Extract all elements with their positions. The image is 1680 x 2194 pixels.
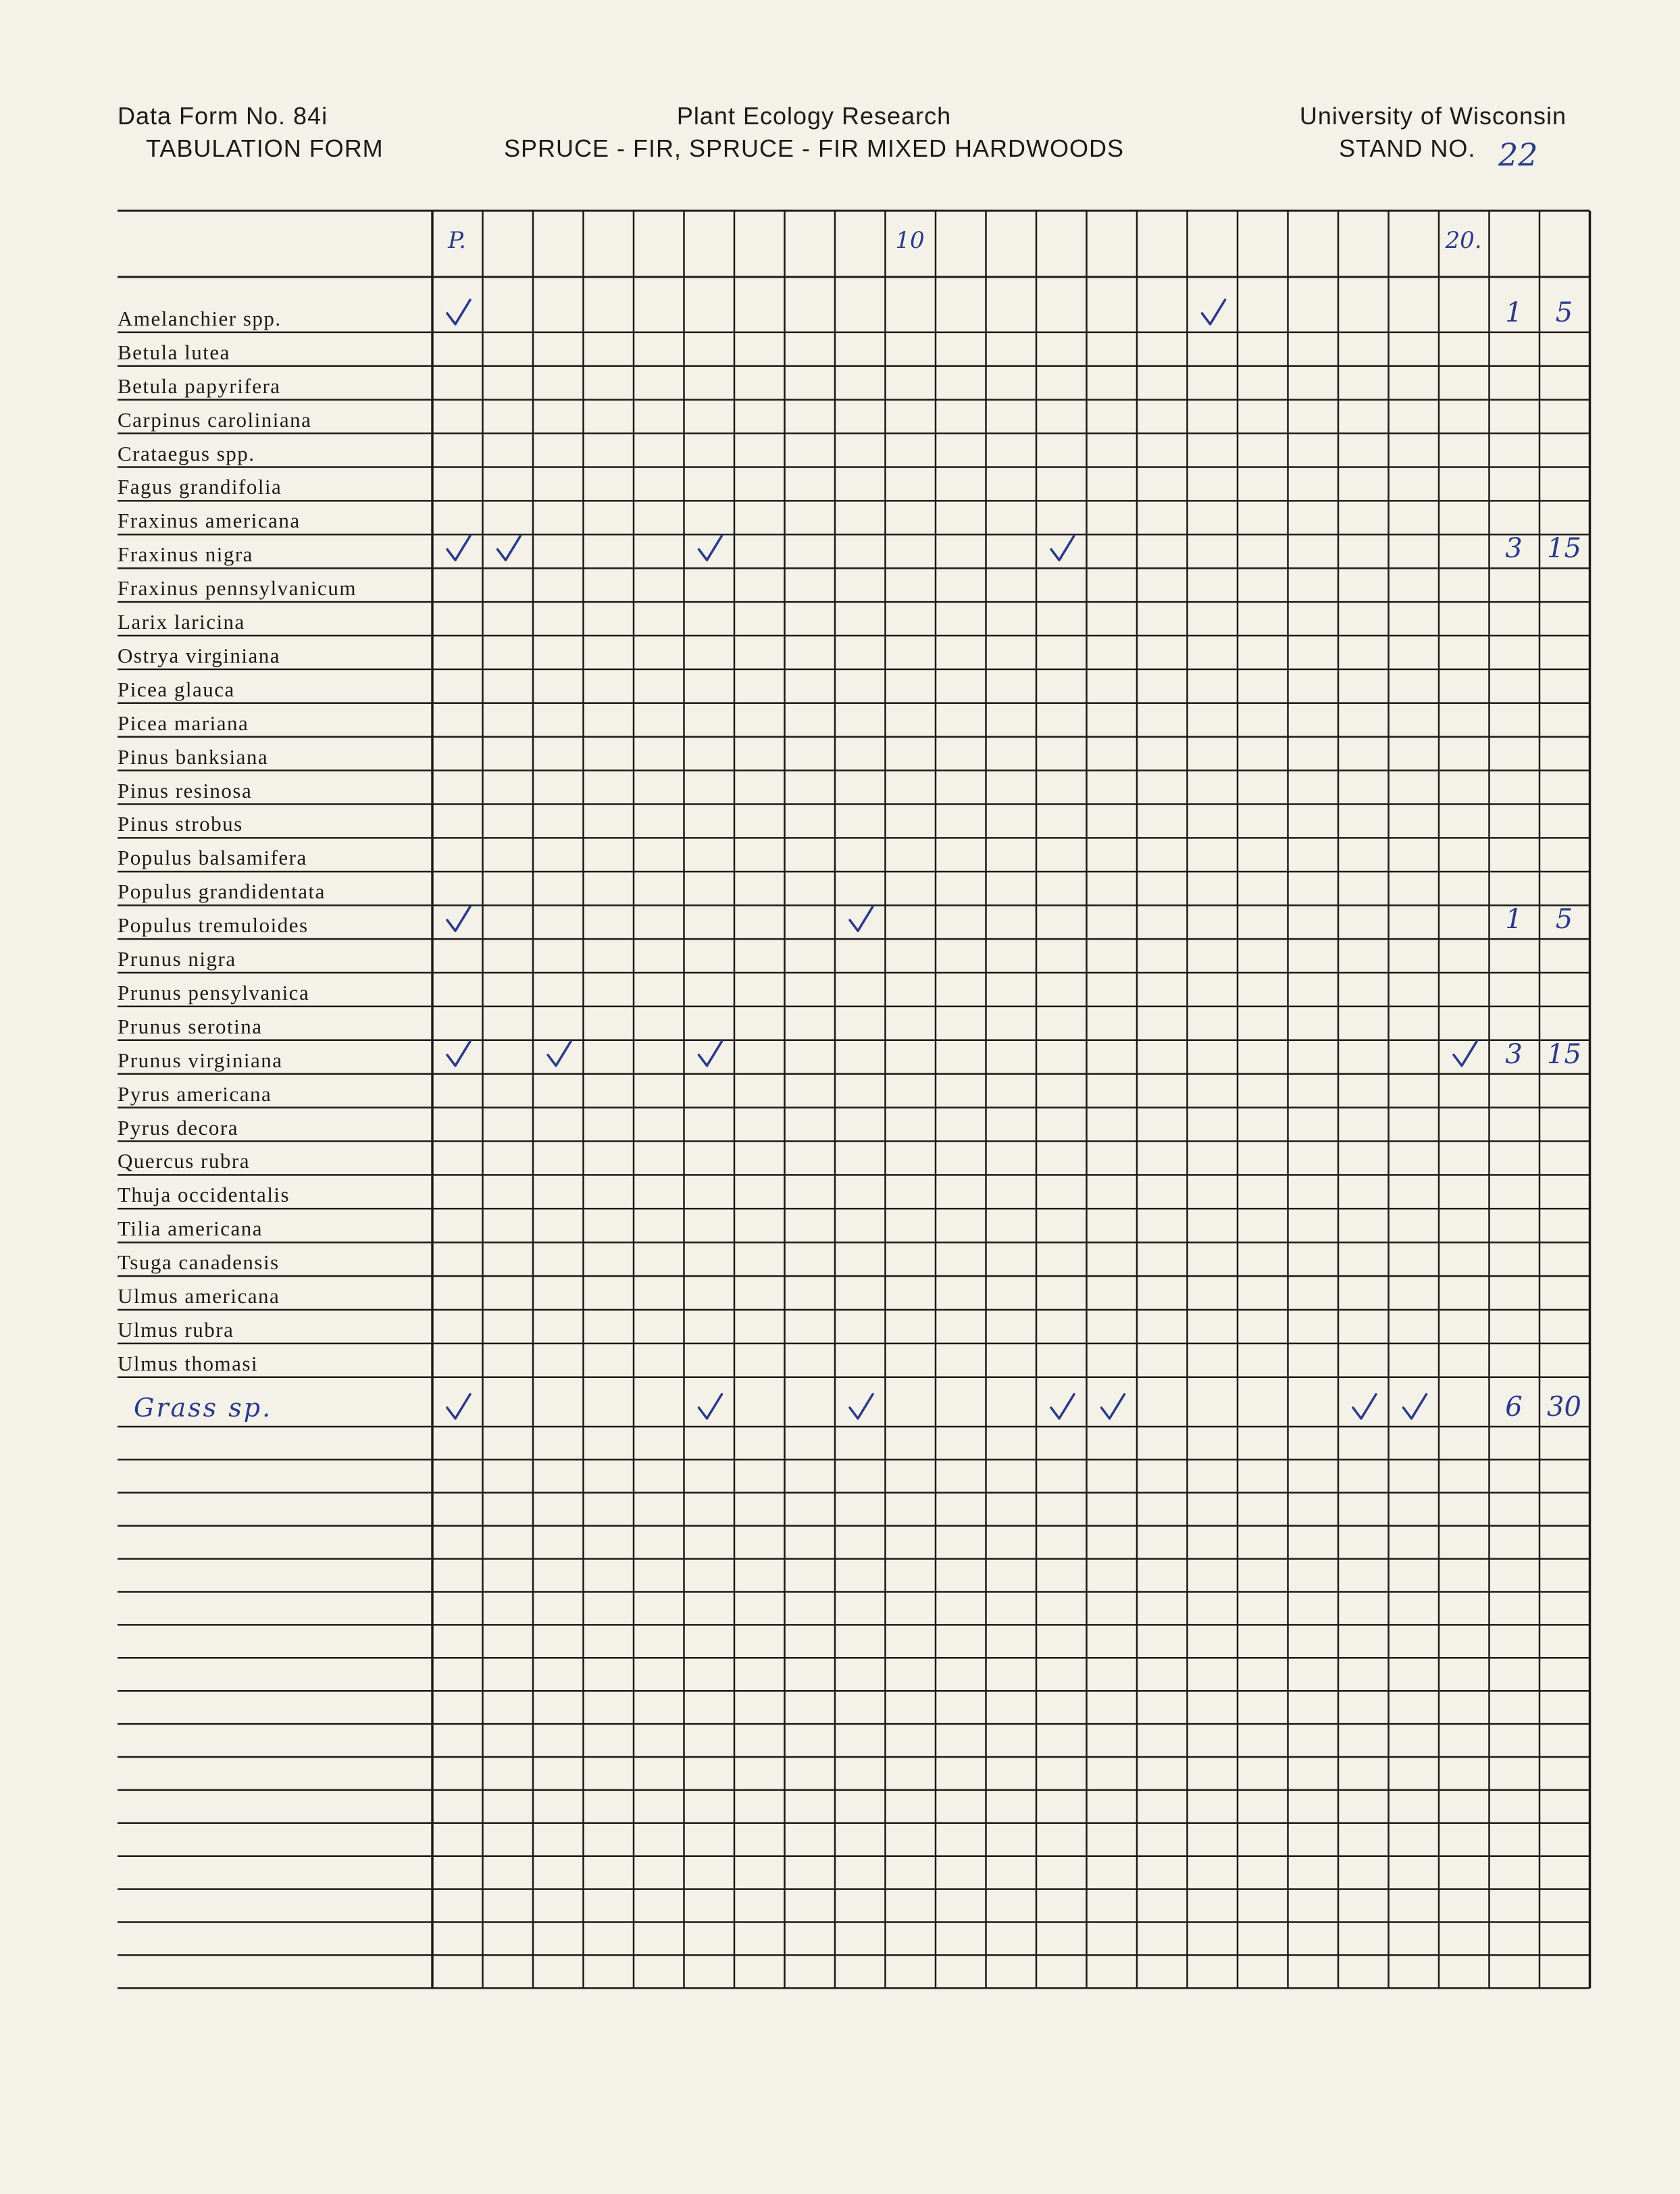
species-label: Picea glauca xyxy=(118,677,235,701)
university-name: University of Wisconsin xyxy=(1299,102,1567,130)
checkmark-icon xyxy=(1202,300,1225,324)
species-label: Tsuga canadensis xyxy=(118,1250,280,1275)
species-label: Betula lutea xyxy=(118,340,230,364)
species-label: Crataegus spp. xyxy=(118,441,255,465)
plot-count: 1 xyxy=(1505,904,1523,936)
form-type: TABULATION FORM xyxy=(146,134,384,162)
species-label: Picea mariana xyxy=(118,711,249,735)
plot-count: 1 xyxy=(1505,297,1523,328)
species-label: Carpinus caroliniana xyxy=(118,407,312,432)
checkmark-icon xyxy=(447,300,470,324)
species-label: Ulmus rubra xyxy=(118,1317,234,1342)
checkmark-icon xyxy=(699,536,722,560)
column-header: 10 xyxy=(895,227,925,254)
checkmark-icon xyxy=(548,1042,571,1066)
species-label: Pyrus decora xyxy=(118,1115,238,1140)
species-label: Populus tremuloides xyxy=(118,913,309,938)
form-number: Data Form No. 84i xyxy=(118,102,328,130)
species-label: Tilia americana xyxy=(118,1217,263,1241)
species-label: Pinus banksiana xyxy=(118,744,269,769)
species-label: Fraxinus nigra xyxy=(118,542,253,567)
extra-species-label: Grass sp. xyxy=(134,1393,273,1423)
checkmark-icon xyxy=(1454,1042,1477,1066)
species-label: Amelanchier spp. xyxy=(118,306,282,330)
species-label: Ostrya virginiana xyxy=(118,643,281,667)
column-header: P. xyxy=(448,227,466,254)
checkmark-icon xyxy=(699,1394,722,1419)
checkmark-icon xyxy=(850,907,873,931)
species-label: Pinus resinosa xyxy=(118,778,253,802)
checkmark-icon xyxy=(447,1394,470,1419)
species-label: Larix laricina xyxy=(118,610,245,634)
checkmark-icon xyxy=(699,1042,722,1066)
stand-label: STAND NO. xyxy=(1339,134,1476,162)
frequency-total: 5 xyxy=(1555,297,1573,328)
species-label: Fraxinus pennsylvanicum xyxy=(118,576,357,601)
frequency-total: 5 xyxy=(1555,904,1573,936)
species-label: Quercus rubra xyxy=(118,1149,250,1173)
species-label: Populus grandidentata xyxy=(118,879,326,904)
species-label: Populus balsamifera xyxy=(118,846,307,870)
species-label: Ulmus thomasi xyxy=(118,1351,259,1375)
species-label: Fagus grandifolia xyxy=(118,475,282,499)
species-label: Thuja occidentalis xyxy=(118,1183,290,1207)
frequency-total: 15 xyxy=(1547,1038,1581,1070)
species-label: Prunus nigra xyxy=(118,947,236,971)
plot-count: 3 xyxy=(1505,533,1523,565)
checkmark-icon xyxy=(1404,1394,1427,1419)
checkmark-icon xyxy=(850,1394,873,1419)
checkmark-icon xyxy=(447,536,470,560)
stand-number-value: 22 xyxy=(1498,136,1538,173)
checkmark-icon xyxy=(1051,536,1074,560)
checkmark-icon xyxy=(1353,1394,1376,1419)
species-label: Prunus serotina xyxy=(118,1014,263,1038)
frequency-total: 15 xyxy=(1547,533,1581,565)
species-label: Prunus pensylvanica xyxy=(118,980,310,1004)
species-label: Prunus virginiana xyxy=(118,1048,283,1072)
checkmark-icon xyxy=(498,536,521,560)
species-label: Betula papyrifera xyxy=(118,374,281,398)
organization: Plant Ecology Research xyxy=(676,102,952,130)
plot-count: 3 xyxy=(1505,1038,1523,1070)
checkmark-icon xyxy=(1051,1394,1074,1419)
plot-count: 6 xyxy=(1505,1392,1523,1423)
species-label: Ulmus americana xyxy=(118,1284,280,1308)
species-label: Fraxinus americana xyxy=(118,509,301,533)
checkmark-icon xyxy=(1102,1394,1125,1419)
column-header: 20. xyxy=(1445,227,1482,254)
checkmark-icon xyxy=(447,907,470,931)
species-label: Pyrus americana xyxy=(118,1081,272,1106)
species-label: Pinus strobus xyxy=(118,812,243,836)
form-subtitle: SPRUCE - FIR, SPRUCE - FIR MIXED HARDWOODS xyxy=(503,134,1125,162)
frequency-total: 30 xyxy=(1547,1392,1581,1423)
checkmark-icon xyxy=(447,1042,470,1066)
